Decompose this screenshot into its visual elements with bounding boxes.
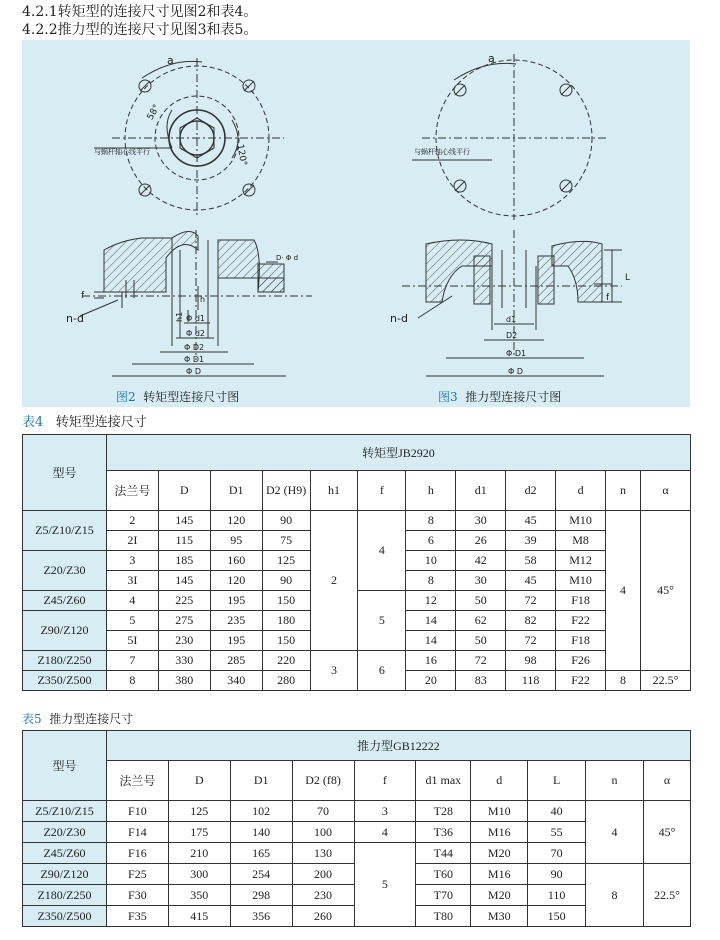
cell-D2: 75	[262, 531, 310, 551]
cell-D: 185	[158, 551, 210, 571]
cell-D: 145	[158, 511, 210, 531]
table4-header-D1: D1	[210, 471, 262, 511]
cell-d1: 62	[456, 611, 506, 631]
cell-f: 3	[354, 801, 416, 822]
cell-L: 70	[528, 843, 586, 864]
fig2-label-parallel: 与蜗杆轴心线平行	[94, 148, 150, 156]
table4-model: Z180/Z250	[23, 651, 107, 671]
cell-d2: 72	[506, 591, 556, 611]
cell-flange: F30	[106, 885, 168, 906]
cell-D2: 100	[292, 822, 354, 843]
table5	[22, 730, 691, 927]
table4-model: Z45/Z60	[23, 591, 107, 611]
cell-flange: 7	[106, 651, 158, 671]
cell-d: F26	[556, 651, 606, 671]
cell-n: 8	[586, 864, 644, 927]
fig3-top-view	[412, 54, 606, 220]
cell-D2: 260	[292, 906, 354, 927]
cell-h: 10	[406, 551, 456, 571]
table-row	[23, 801, 691, 822]
cell-flange: F35	[106, 906, 168, 927]
cell-D: 300	[168, 864, 230, 885]
cell-D1: 356	[230, 906, 292, 927]
fig2-label-58: 58°	[145, 103, 163, 122]
table5-header-n: n	[586, 761, 644, 801]
cell-n: 4	[586, 801, 644, 864]
cell-d2: 39	[506, 531, 556, 551]
cell-d: M20	[471, 885, 528, 906]
cell-D1: 120	[210, 511, 262, 531]
table4-model: Z5/Z10/Z15	[23, 511, 107, 551]
table5-header-d: d	[471, 761, 528, 801]
cell-d: M10	[471, 801, 528, 822]
fig2-caption-number: 图2	[116, 390, 136, 404]
cell-D1: 285	[210, 651, 262, 671]
cell-flange: 4	[106, 591, 158, 611]
cell-d: M8	[556, 531, 606, 551]
cell-d2: 72	[506, 631, 556, 651]
cell-D1: 235	[210, 611, 262, 631]
cell-D: 230	[158, 631, 210, 651]
cell-D: 115	[158, 531, 210, 551]
cell-d: M30	[471, 906, 528, 927]
fig3-label-L: L	[625, 273, 631, 283]
table4-caption	[22, 411, 147, 430]
table5-header-d1: d1 max	[416, 761, 471, 801]
fig2-caption-title: 转矩型连接尺寸图	[143, 390, 240, 404]
cell-d1: T60	[416, 864, 471, 885]
fig2-label-D2: Φ D2	[184, 343, 205, 352]
cell-D2: 125	[262, 551, 310, 571]
cell-D1: 254	[230, 864, 292, 885]
cell-D: 210	[168, 843, 230, 864]
cell-D2: 220	[262, 651, 310, 671]
cell-d: F18	[556, 631, 606, 651]
table4-number: 表4	[22, 415, 44, 430]
table5-model: Z350/Z500	[23, 906, 107, 927]
technical-drawings	[22, 40, 690, 407]
cell-n: 8	[606, 671, 641, 691]
cell-d: M10	[556, 571, 606, 591]
cell-d1: 72	[456, 651, 506, 671]
cell-L: 40	[528, 801, 586, 822]
cell-d: M16	[471, 864, 528, 885]
table5-header-D2: D2 (f8)	[292, 761, 354, 801]
cell-flange: 2I	[106, 531, 158, 551]
cell-flange: 8	[106, 671, 158, 691]
table4-header-h: h	[406, 471, 456, 511]
fig3-label-a: a	[488, 52, 495, 65]
cell-D2: 90	[262, 571, 310, 591]
table5-header-alpha: α	[643, 761, 690, 801]
cell-D1: 140	[230, 822, 292, 843]
cell-D: 330	[158, 651, 210, 671]
fig2-label-120: 120°	[234, 143, 249, 167]
cell-h: 8	[406, 571, 456, 591]
table4-header-d1: d1	[456, 471, 506, 511]
fig2-label-d1: Φ d1	[186, 314, 206, 323]
cell-flange: F10	[106, 801, 168, 822]
cell-flange: 5I	[106, 631, 158, 651]
table5-corner: 型号	[23, 731, 107, 801]
cell-D: 380	[158, 671, 210, 691]
table4-header-D: D	[158, 471, 210, 511]
table5-number: 表5	[22, 712, 42, 726]
cell-d: F22	[556, 611, 606, 631]
cell-D2: 180	[262, 611, 310, 631]
cell-alpha: 45°	[643, 801, 690, 864]
cell-h: 12	[406, 591, 456, 611]
fig2-label-h: h	[200, 295, 206, 304]
cell-D: 415	[168, 906, 230, 927]
cell-flange: 3	[106, 551, 158, 571]
table-row	[23, 651, 691, 671]
cell-d1: T70	[416, 885, 471, 906]
fig2-label-a: a	[167, 54, 174, 67]
fig2-label-f: f	[81, 291, 85, 301]
table4-model: Z90/Z120	[23, 611, 107, 651]
cell-d2: 45	[506, 571, 556, 591]
cell-d: F22	[556, 671, 606, 691]
cell-flange: F25	[106, 864, 168, 885]
table5-model: Z180/Z250	[23, 885, 107, 906]
cell-alpha: 22.5°	[643, 864, 690, 927]
fig3-label-D2: D2	[506, 331, 518, 340]
cell-flange: 2	[106, 511, 158, 531]
table5-caption	[22, 710, 133, 727]
fig3-label-nd: n-d	[390, 312, 408, 325]
table5-title: 推力型连接尺寸	[49, 712, 134, 726]
cell-L: 55	[528, 822, 586, 843]
fig3-caption	[438, 388, 561, 405]
fig2-top-view	[94, 58, 284, 218]
cell-alpha: 22.5°	[640, 671, 690, 691]
cell-d: M20	[471, 843, 528, 864]
cell-n: 4	[606, 511, 641, 671]
cell-d2: 58	[506, 551, 556, 571]
table4-header-flange: 法兰号	[106, 471, 158, 511]
table-row	[23, 511, 691, 531]
cell-D2: 150	[262, 591, 310, 611]
fig3-label-D: Φ D	[508, 367, 523, 376]
cell-d2: 82	[506, 611, 556, 631]
table4-header-d: d	[556, 471, 606, 511]
cell-h: 20	[406, 671, 456, 691]
cell-d: M16	[471, 822, 528, 843]
cell-D: 275	[158, 611, 210, 631]
intro-line-2: 4.2.2推力型的连接尺寸见图3和表5。	[22, 22, 258, 38]
cell-D2: 280	[262, 671, 310, 691]
intro-line-1: 4.2.1转矩型的连接尺寸见图2和表4。	[22, 4, 258, 20]
fig3-caption-number: 图3	[438, 390, 458, 404]
cell-L: 110	[528, 885, 586, 906]
cell-D1: 120	[210, 571, 262, 591]
table5-header-f: f	[354, 761, 416, 801]
cell-h: 16	[406, 651, 456, 671]
cell-d: M10	[556, 511, 606, 531]
cell-d2: 118	[506, 671, 556, 691]
fig2-label-D1: Φ D1	[184, 355, 205, 364]
cell-d1: 83	[456, 671, 506, 691]
cell-D1: 195	[210, 631, 262, 651]
cell-D1: 298	[230, 885, 292, 906]
cell-flange: 5	[106, 611, 158, 631]
table4-header-alpha: α	[640, 471, 690, 511]
fig3-caption-title: 推力型连接尺寸图	[465, 390, 562, 404]
table4-title: 转矩型连接尺寸	[55, 415, 147, 430]
cell-d1: T28	[416, 801, 471, 822]
table4-header-n: n	[606, 471, 641, 511]
cell-f: 4	[354, 822, 416, 843]
cell-f: 5	[354, 843, 416, 927]
cell-d: M12	[556, 551, 606, 571]
cell-D: 175	[168, 822, 230, 843]
cell-D1: 195	[210, 591, 262, 611]
table5-model: Z90/Z120	[23, 864, 107, 885]
cell-d2: 98	[506, 651, 556, 671]
cell-alpha: 45°	[640, 511, 690, 671]
cell-D: 350	[168, 885, 230, 906]
fig2-label-dd: D· Φ d	[276, 254, 299, 262]
cell-d1: 26	[456, 531, 506, 551]
cell-D: 225	[158, 591, 210, 611]
table4-header-h1: h1	[310, 471, 358, 511]
cell-h: 14	[406, 631, 456, 651]
cell-f: 4	[358, 511, 406, 591]
cell-flange: 3I	[106, 571, 158, 591]
table5-model: Z5/Z10/Z15	[23, 801, 107, 822]
fig2-label-D: Φ D	[186, 367, 201, 376]
fig2-label-h1: h1	[175, 311, 184, 322]
fig2-label-nd: n-d	[66, 312, 84, 325]
cell-L: 150	[528, 906, 586, 927]
cell-h: 8	[406, 511, 456, 531]
cell-h1: 2	[310, 511, 358, 651]
cell-d1: T36	[416, 822, 471, 843]
table5-model: Z45/Z60	[23, 843, 107, 864]
table4	[22, 434, 691, 691]
table4-header-D2: D2 (H9)	[262, 471, 310, 511]
cell-D1: 160	[210, 551, 262, 571]
cell-d: F18	[556, 591, 606, 611]
cell-D: 145	[158, 571, 210, 591]
cell-D1: 165	[230, 843, 292, 864]
cell-D1: 340	[210, 671, 262, 691]
cell-d1: 42	[456, 551, 506, 571]
cell-D2: 200	[292, 864, 354, 885]
cell-D1: 95	[210, 531, 262, 551]
cell-d1: T80	[416, 906, 471, 927]
cell-L: 90	[528, 864, 586, 885]
cell-d1: 30	[456, 511, 506, 531]
table5-model: Z20/Z30	[23, 822, 107, 843]
table5-header-D1: D1	[230, 761, 292, 801]
cell-D2: 150	[262, 631, 310, 651]
table4-group-header: 转矩型JB2920	[106, 435, 690, 471]
cell-D2: 90	[262, 511, 310, 531]
table4-header-f: f	[358, 471, 406, 511]
fig2-caption	[116, 388, 239, 405]
cell-D2: 70	[292, 801, 354, 822]
cell-D2: 130	[292, 843, 354, 864]
cell-f: 5	[358, 591, 406, 651]
table4-model: Z350/Z500	[23, 671, 107, 691]
cell-d1: 50	[456, 631, 506, 651]
table5-header-D: D	[168, 761, 230, 801]
cell-flange: F16	[106, 843, 168, 864]
cell-D2: 230	[292, 885, 354, 906]
fig2-label-d2: Φ d2	[186, 329, 206, 338]
fig3-label-f: f	[606, 293, 610, 303]
figure-panel	[22, 40, 690, 407]
cell-h: 14	[406, 611, 456, 631]
table5-header-L: L	[528, 761, 586, 801]
table5-header-flange: 法兰号	[106, 761, 168, 801]
fig3-label-d1: d1	[506, 315, 517, 324]
cell-h1: 3	[310, 651, 358, 691]
table4-corner: 型号	[23, 435, 107, 511]
cell-d1: 50	[456, 591, 506, 611]
cell-d1: T44	[416, 843, 471, 864]
fig3-label-parallel: 与蜗杆轴心线平行	[414, 148, 470, 156]
table5-group-header: 推力型GB12222	[106, 731, 690, 761]
cell-d2: 45	[506, 511, 556, 531]
cell-f: 6	[358, 651, 406, 691]
cell-flange: F14	[106, 822, 168, 843]
cell-d1: 30	[456, 571, 506, 591]
table4-model: Z20/Z30	[23, 551, 107, 591]
cell-h: 6	[406, 531, 456, 551]
table4-header-d2: d2	[506, 471, 556, 511]
fig3-label-D1: Φ D1	[506, 349, 527, 358]
cell-D: 125	[168, 801, 230, 822]
cell-D1: 102	[230, 801, 292, 822]
